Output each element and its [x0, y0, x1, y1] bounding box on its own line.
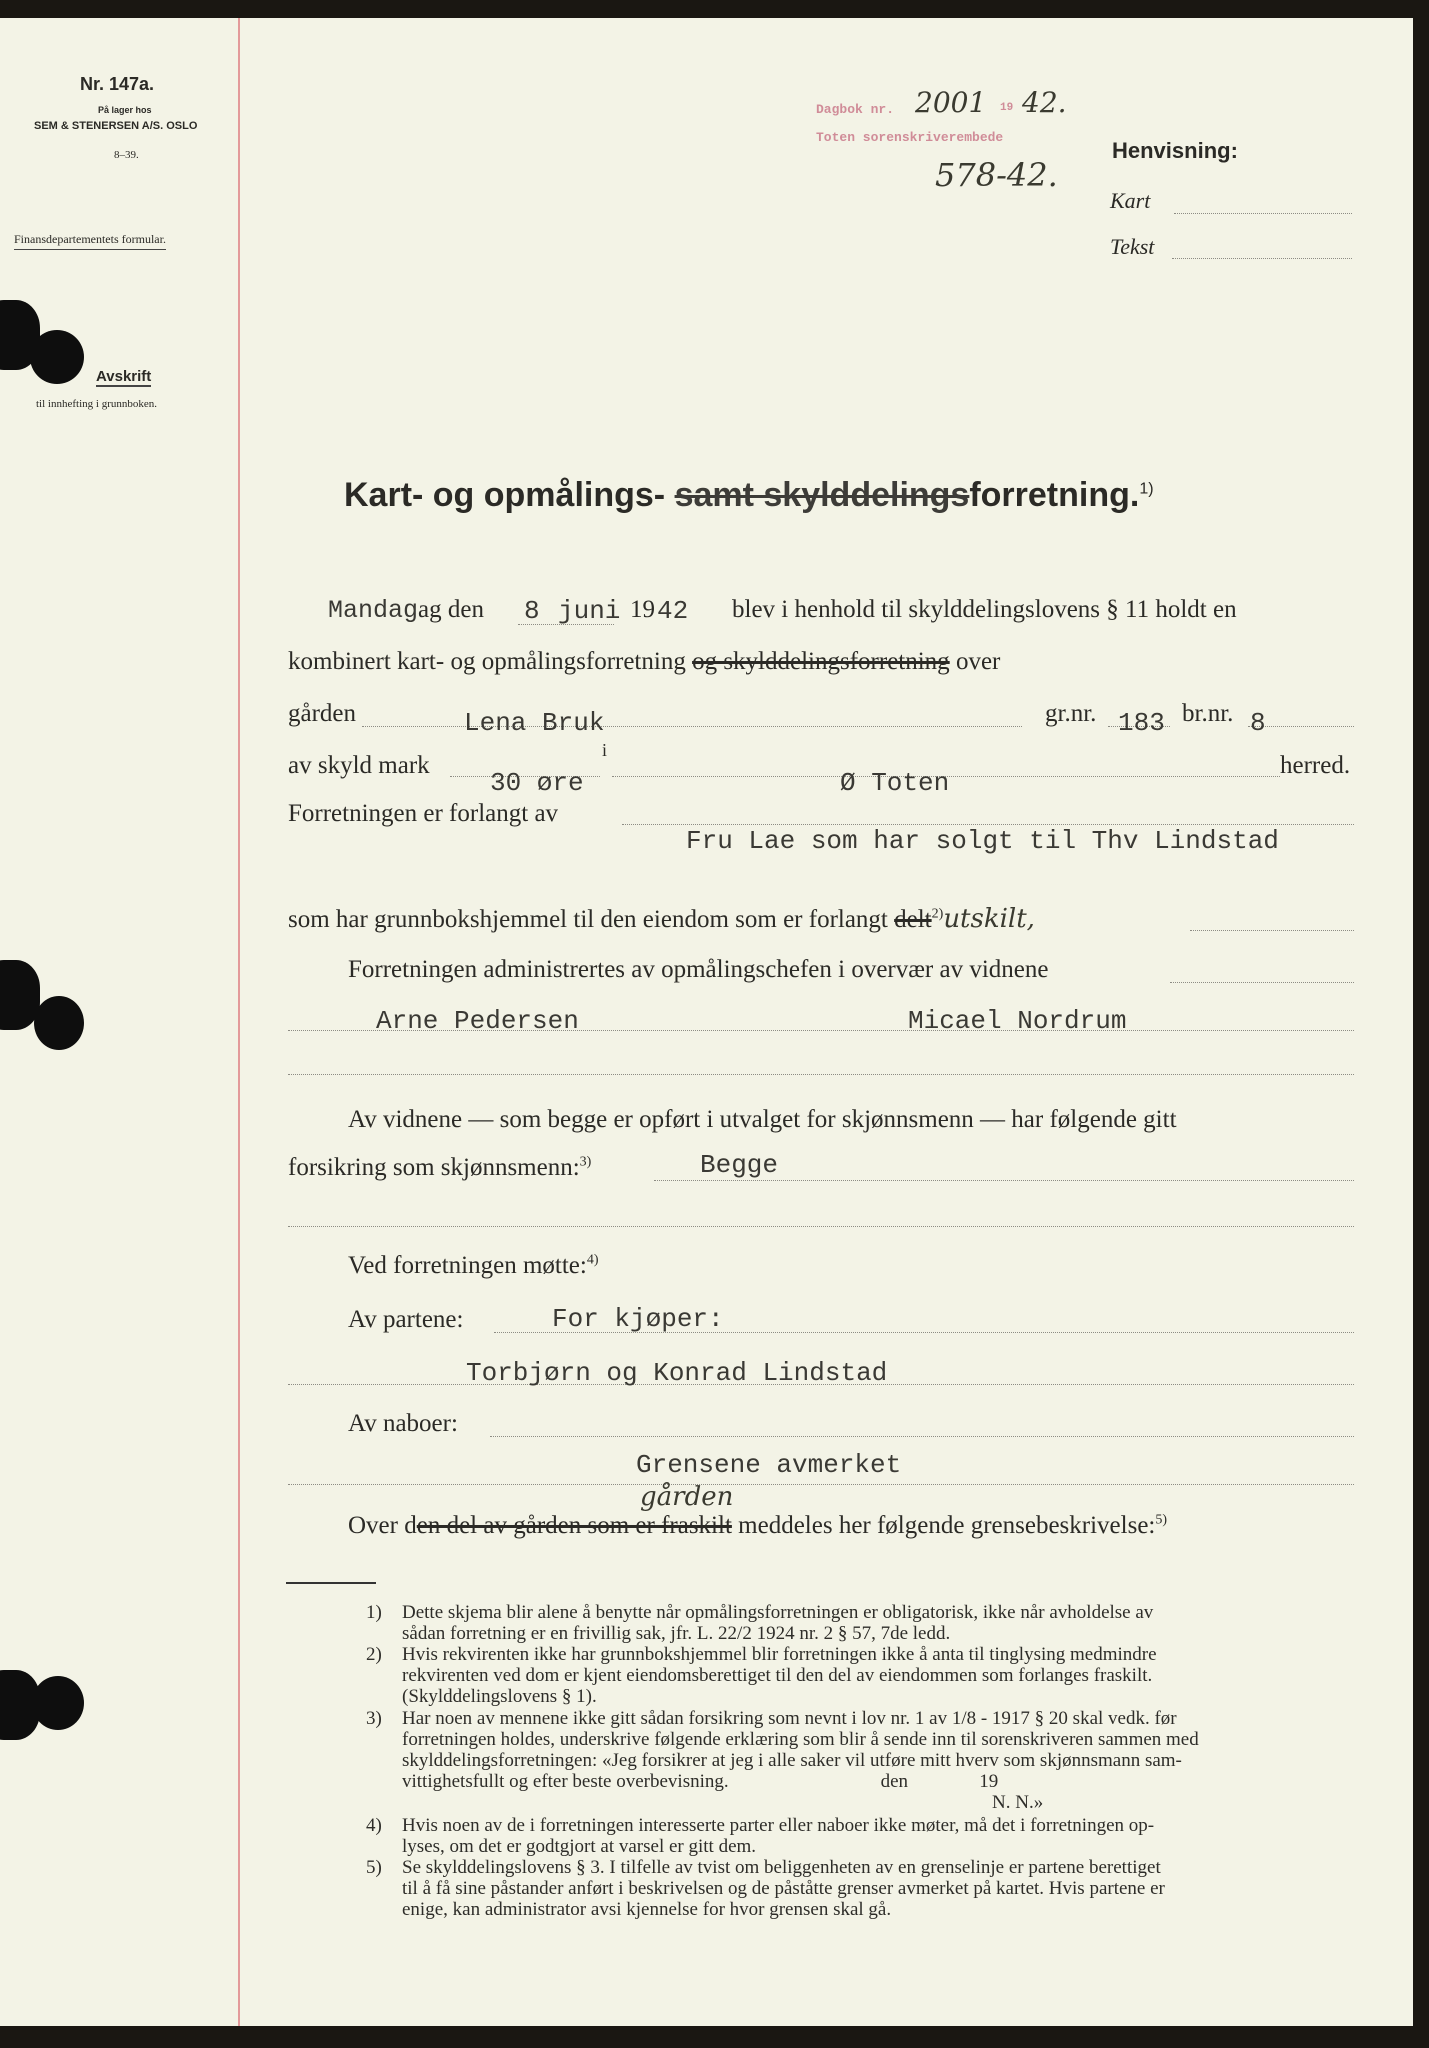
form-number: Nr. 147a. [80, 74, 155, 94]
date-month[interactable]: juni [558, 596, 621, 626]
garden-label: gården [288, 700, 357, 727]
weekday-printed: ag den [418, 596, 484, 623]
garden-value[interactable]: Lena Bruk [464, 708, 605, 738]
boundary-start: Over d [348, 1512, 417, 1539]
witnesses-text: Av vidnene — som begge er opført i utvalget for skjønnsmenn — har følgende gitt [348, 1106, 1177, 1133]
insurance-extra-line [288, 1226, 1354, 1227]
dagbok-number: 2001 [915, 86, 987, 119]
parties-value-2[interactable]: Torbjørn og Konrad Lindstad [466, 1358, 888, 1388]
dagbok-label: Dagbok nr. [816, 102, 895, 117]
insurance-label-text: forsikring som skjønnsmenn: [288, 1154, 580, 1181]
attendance-label [348, 1252, 599, 1280]
date-day[interactable]: 8 [524, 596, 540, 626]
insurance-label [288, 1154, 591, 1182]
footnote-1-line-1: Dette skjema blir alene å benytte når opmålingsforretningen er obligatorisk, ikke når avholdelse av [402, 1602, 1154, 1623]
footnote-5 [366, 1857, 1165, 1920]
title-holder-struck: delt [894, 906, 932, 933]
year-printed: 19 [630, 596, 655, 623]
combined-line [288, 648, 1000, 676]
publisher-line-1: På lager hos [98, 105, 152, 115]
combined-line-struck: og skylddelingsforretning [692, 648, 950, 675]
reference-title: Henvisning: [1112, 138, 1238, 163]
footnote-3-line-5: N. N.» [992, 1792, 1044, 1813]
boundary-footnote-ref: 5) [1155, 1512, 1168, 1528]
year-prefix: 19 [1000, 102, 1014, 114]
administered-line-end [1170, 982, 1354, 983]
neighbours-line [490, 1436, 1354, 1437]
department-label: Finansdepartementets formular. [14, 232, 166, 250]
requested-by-label: Forretningen er forlangt av [288, 800, 559, 827]
binding-hole-3b [32, 1676, 84, 1730]
footnote-3-line-4: vittighetsfullt og efter beste overbevisning. den 19 [402, 1771, 999, 1792]
title-holder-line-end [1190, 930, 1354, 931]
title-holder-footnote-ref: 2) [931, 906, 944, 922]
footnote-2-number: 2) [366, 1644, 382, 1665]
boundary-line [348, 1512, 1167, 1540]
parties-value-1[interactable]: For kjøper: [552, 1304, 724, 1334]
publisher-line-2: SEM & STENERSEN A/S. OSLO [34, 120, 198, 132]
footnote-3-line-2: forretningen holdes, underskrive følgende erklæring som blir å sende inn til sorenskriveren sammen med [402, 1729, 1199, 1750]
administered-text: Forretningen administrertes av opmålingschefen i overvær av vidnene [348, 956, 1049, 983]
copy-subtitle: til innhefting i grunnboken. [36, 398, 157, 410]
footnote-3-line-1: Har noen av mennene ikke gitt sådan forsikring som nevnt i lov nr. 1 av 1/8 - 1917 § 20 skal vedk. før [402, 1708, 1177, 1729]
attendance-label-text: Ved forretningen møtte: [348, 1252, 587, 1279]
binding-hole-2b [34, 996, 84, 1050]
date-line-text: blev i henhold til skylddelingslovens § 11 holdt en [732, 596, 1237, 623]
neighbours-label: Av naboer: [348, 1410, 458, 1437]
footnote-2-line-3: (Skylddelingslovens § 1). [402, 1686, 597, 1707]
margin-rule [238, 18, 240, 2026]
footnote-1-number: 1) [366, 1602, 382, 1623]
document-title [344, 476, 1154, 515]
footnote-2 [366, 1644, 1157, 1707]
title-prefix: Kart- og opmålings- [344, 476, 666, 514]
skyld-value[interactable]: 30 øre [490, 768, 584, 798]
boundary-text: meddeles her følgende grensebeskrivelse: [738, 1512, 1156, 1539]
combined-line-end: over [955, 648, 1001, 675]
attendance-footnote-ref: 4) [586, 1252, 599, 1268]
skyld-label: av skyld mark [288, 752, 430, 779]
footnote-2-line-2: rekvirenten ved dom er kjent eiendomsberettiget til den del av eiendommen som forlanges fraskilt. [402, 1665, 1153, 1686]
skyld-i-label: i [602, 740, 608, 760]
weekday-typed: Mandag [328, 596, 419, 625]
footnote-5-line-1: Se skylddelingslovens § 3. I tilfelle av tvist om beliggenheten av en grenselinje er partene berettiget [402, 1857, 1161, 1878]
herred-label: herred. [1280, 752, 1351, 779]
footnote-1 [366, 1602, 1154, 1644]
witness-1[interactable]: Arne Pedersen [376, 1006, 579, 1036]
print-date: 8–39. [114, 149, 139, 161]
dagbok-year: 42. [1022, 86, 1067, 119]
parties-label: Av partene: [348, 1306, 464, 1333]
kart-label: Kart [1110, 188, 1151, 213]
footnote-5-line-3: enige, kan administrator avsi kjennelse for hvor grensen skal gå. [402, 1899, 892, 1920]
brnr-label: br.nr. [1182, 700, 1234, 727]
title-holder-handwritten: utskilt, [943, 904, 1035, 934]
year-typed[interactable]: 42 [657, 596, 689, 626]
insurance-footnote-ref: 3) [579, 1154, 592, 1170]
title-holder-line [288, 904, 1035, 934]
title-suffix: forretning. [969, 476, 1140, 514]
footnote-5-line-2: til å få sine påstander anført i beskrivelsen og de påståtte grenser avmerket på kartet. Hvis partene er [402, 1878, 1165, 1899]
footnote-3-number: 3) [366, 1708, 382, 1729]
neighbours-line-2 [288, 1484, 1354, 1485]
footnote-4-line-2: lyses, om det er godtgjort at varsel er gitt dem. [402, 1836, 757, 1857]
footnote-3-line-3: skylddelingsforretningen: «Jeg forsikrer at jeg i alle saker vil utføre mitt hverv som skjønnsmann sam- [402, 1750, 1182, 1771]
insurance-line [654, 1180, 1354, 1181]
title-struck-text: samt skylddelings [674, 476, 970, 514]
date-line [328, 596, 484, 625]
title-holder-text: som har grunnbokshjemmel til den eiendom som er forlangt [288, 906, 888, 933]
binding-hole-1b [30, 330, 84, 384]
copy-title: Avskrift [96, 368, 152, 385]
footnote-1-line-2: sådan forretning er en frivillig sak, jfr. L. 22/2 1924 nr. 2 § 57, 7de ledd. [402, 1623, 951, 1644]
office-stamp: Toten sorenskriverembede [816, 130, 1004, 145]
kart-field[interactable] [1174, 213, 1352, 214]
grnr-value[interactable]: 183 [1118, 708, 1165, 738]
requested-by-line [622, 824, 1354, 825]
combined-line-start: kombinert kart- og opmålingsforretning [288, 648, 686, 675]
footnote-5-number: 5) [366, 1857, 382, 1878]
requested-by-value[interactable]: Fru Lae som har solgt til Thv Lindstad [686, 826, 1279, 856]
footnote-2-line-1: Hvis rekvirenten ikke har grunnbokshjemmel blir forretningen ikke å anta til tinglysing medmindre [402, 1644, 1157, 1665]
tekst-field[interactable] [1172, 258, 1352, 259]
footnote-4 [366, 1815, 1155, 1857]
boundary-struck: en del av gården som er fraskilt [416, 1512, 732, 1539]
tekst-label: Tekst [1110, 234, 1155, 259]
garden-field-line [362, 726, 1022, 727]
case-reference: 578-42. [935, 156, 1058, 194]
footnote-4-number: 4) [366, 1815, 382, 1836]
footnote-3 [366, 1708, 1199, 1813]
witness-extra-line [288, 1074, 1354, 1075]
footnote-separator [286, 1582, 376, 1584]
title-footnote-ref: 1) [1139, 480, 1154, 498]
boundary-handwritten: gården [640, 1482, 734, 1512]
witness-2[interactable]: Micael Nordrum [908, 1006, 1127, 1036]
neighbours-value[interactable]: Grensene avmerket [636, 1450, 902, 1480]
herred-value[interactable]: Ø Toten [840, 768, 950, 798]
brnr-value[interactable]: 8 [1250, 708, 1266, 738]
grnr-label: gr.nr. [1045, 700, 1097, 727]
insurance-value[interactable]: Begge [700, 1150, 779, 1180]
footnote-4-line-1: Hvis noen av de i forretningen interesserte parter eller naboer ikke møter, må det i forretningen op- [402, 1815, 1155, 1836]
